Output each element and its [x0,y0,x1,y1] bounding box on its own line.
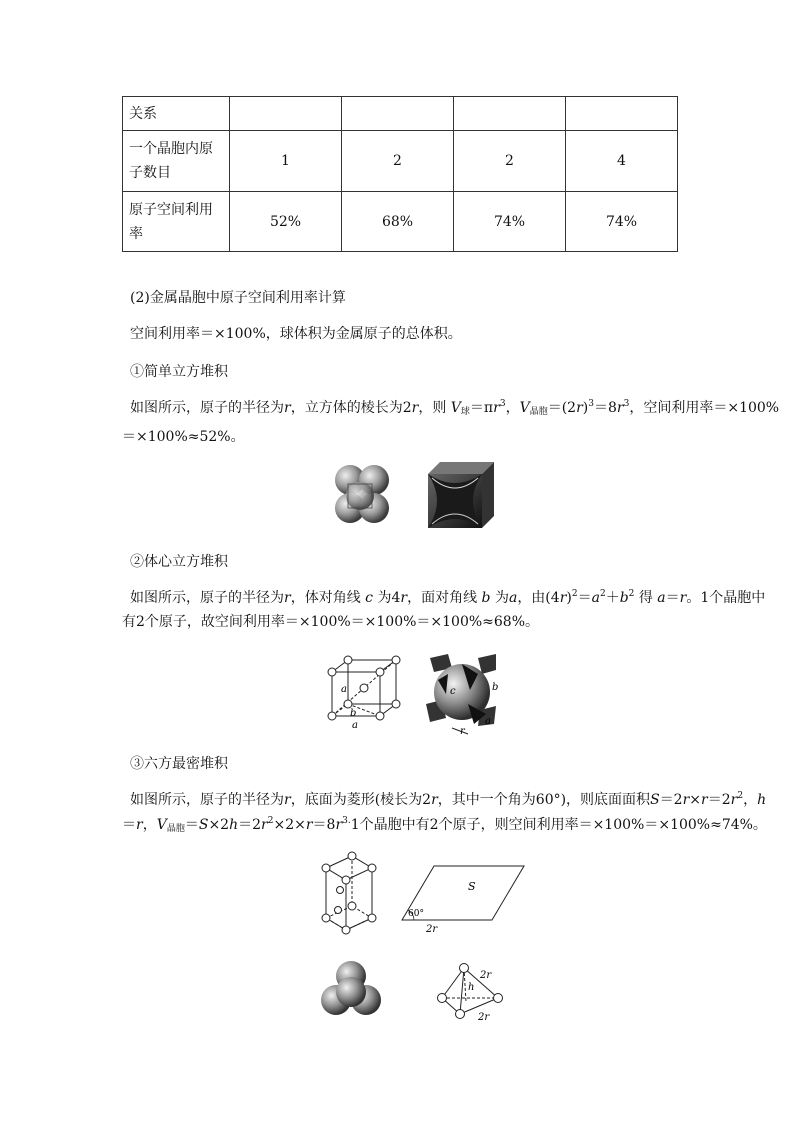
bcc-text-line2: 有2个原子，故空间利用率＝×100%＝×100%＝×100%≈68%。 [122,614,540,630]
stacked-spheres-icon [335,465,389,523]
table-cell [342,97,454,131]
table-cell [566,97,678,131]
hcp-figure-top [318,850,538,940]
tetra-edge-label: 2r [478,1012,490,1023]
table-cell: 2 [342,131,454,192]
bcc-figure [320,650,510,736]
table-cell: 68% [342,192,454,252]
rhombus-side-label: 2r [426,924,438,935]
bcc-text-line1: 如图所示，原子的半径为r，体对角线 c 为4r，面对角线 b 为a，由$(4r)^2=a^2+b^2$ 得 a＝r。1个晶胞中 [130,589,766,606]
simple-cubic-text-line2: ＝×100%≈52%。 [122,429,245,445]
bcc-label-a: a [485,716,491,727]
bcc-label-c: c [450,686,456,697]
table-cell [230,97,342,131]
hcp-figure-bottom [316,958,516,1024]
rhombus-angle-label: 60° [408,909,424,919]
table-row-label: 关系 [123,97,230,131]
formula-line: 空间利用率＝×100%，球体积为金属原子的总体积。 [130,326,462,342]
packing-comparison-table [122,96,678,252]
hcp-title: ③六方最密堆积 [130,756,228,772]
table-cell: 74% [454,192,566,252]
bcc-label-a: a [352,720,358,731]
table-row [123,97,678,131]
hcp-text-line2: ＝r，$V_{晶胞}=S\times 2h=2r^2\times 2\times r=8r^{3.}1$个晶胞中有2个原子，则空间利用率＝×100%＝×100%≈74%。 [122,816,767,834]
bcc-label-b: b [350,708,357,719]
tetra-edge-label: 2r [480,970,492,981]
table-row-label: 原子空间利用率 [123,192,230,252]
bcc-label-b: b [492,682,499,693]
bcc-label-a: a [341,684,347,695]
table-cell: 4 [566,131,678,192]
table-cell: 52% [230,192,342,252]
simple-cubic-title: ①简单立方堆积 [130,364,228,380]
table-cell [454,97,566,131]
table-row [123,192,678,252]
bcc-wireframe-icon [328,656,400,720]
section-heading: (2)金属晶胞中原子空间利用率计算 [130,290,346,306]
bcc-label-r: r [460,726,465,736]
table-cell: 1 [230,131,342,192]
cube-cutaway-icon [428,462,494,528]
hcp-text-line1: 如图所示，原子的半径为r，底面为菱形(棱长为2r，其中一个角为60°)，则底面面积$S=2r\times r=2r^2$，h [130,791,767,808]
simple-cubic-text-line1: 如图所示，原子的半径为r，立方体的棱长为2r，则 $V_球=\pi r^3$，$V_{晶胞}=(2r)^3=8r^3$，空间利用率＝×100% [130,399,780,417]
tetra-height-label: h [468,982,475,993]
hcp-prism-wireframe-icon [322,852,376,934]
rhombus-label-s: S [468,880,476,893]
table-row [123,131,678,192]
table-row-label: 一个晶胞内原子数目 [123,131,230,192]
bcc-title: ②体心立方堆积 [130,554,228,570]
simple-cubic-figure [330,460,500,532]
close-packed-spheres-icon [321,961,381,1015]
table-cell: 74% [566,192,678,252]
table-cell: 2 [454,131,566,192]
